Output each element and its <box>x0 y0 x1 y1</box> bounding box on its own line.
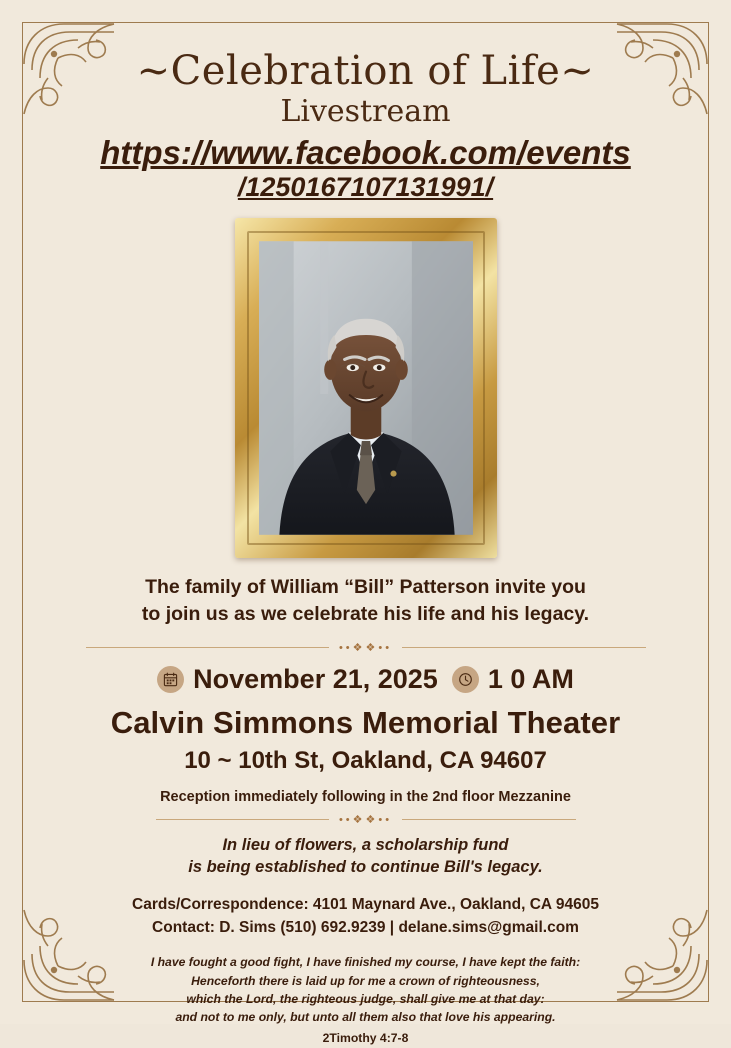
scripture-line-3: which the Lord, the righteous judge, shall give me at that day: <box>186 991 545 1006</box>
divider-dots-2: ••❖❖•• <box>338 813 393 826</box>
scripture-line-2: Henceforth there is laid up for me a crown of righteousness, <box>191 973 540 988</box>
contact-address-line: Cards/Correspondence: 4101 Maynard Ave., Oakland, CA 94605 <box>132 896 599 914</box>
gold-picture-frame <box>235 218 497 558</box>
clock-icon <box>452 666 479 693</box>
livestream-url[interactable] <box>50 135 681 202</box>
invitation-text <box>106 574 626 627</box>
reception-note: Reception immediately following in the 2nd floor Mezzanine <box>160 788 571 805</box>
scripture-line-4: and not to me only, but unto all them also that love his appearing. <box>175 1010 556 1025</box>
calendar-icon <box>157 666 184 693</box>
divider-top <box>86 641 646 654</box>
memorial-fund-note <box>50 834 681 879</box>
scripture-reference: 2Timothy 4:7-8 <box>322 1031 409 1046</box>
venue-address: 10 ~ 10th St, Oakland, CA 94607 <box>184 746 547 774</box>
portrait-frame <box>235 218 497 558</box>
event-time-item <box>452 664 574 695</box>
portrait-photo <box>259 244 473 532</box>
poster-content <box>50 40 681 1048</box>
divider-bar-left <box>86 647 329 648</box>
event-date: November 21, 2025 <box>193 663 438 694</box>
event-datetime-row <box>50 664 681 695</box>
divider-bar-right <box>402 647 645 648</box>
contact-person-line[interactable]: Contact: D. Sims (510) 692.9239 | delane.sims@gmail.com <box>152 918 579 936</box>
divider-dots: ••❖❖•• <box>338 641 393 654</box>
contact-info <box>50 894 681 939</box>
event-time: 1 0 AM <box>487 663 574 694</box>
livestream-url-line1: https://www.facebook.com/events <box>100 134 631 171</box>
invitation-line-2: to join us as we celebrate his life and his legacy. <box>141 602 590 625</box>
scripture-line-1: I have fought a good fight, I have finished my course, I have kept the faith: <box>150 955 581 970</box>
invitation-line-1: The family of William “Bill” Patterson invite you <box>145 576 586 599</box>
memorial-fund-line-2: is being established to continue Bill's legacy. <box>188 858 543 877</box>
memorial-fund-line-1: In lieu of flowers, a scholarship fund <box>222 835 509 854</box>
divider-bar-left-2 <box>156 819 329 820</box>
livestream-subtitle: Livestream <box>280 94 451 129</box>
page-title: ~Celebration of Life~ <box>136 48 595 94</box>
event-date-item <box>157 664 438 695</box>
divider-bar-right-2 <box>402 819 575 820</box>
venue-name: Calvin Simmons Memorial Theater <box>110 704 621 740</box>
livestream-url-line2: /1250167107131991/ <box>237 171 494 202</box>
scripture-passage <box>50 953 681 1047</box>
divider-bottom <box>156 813 576 826</box>
